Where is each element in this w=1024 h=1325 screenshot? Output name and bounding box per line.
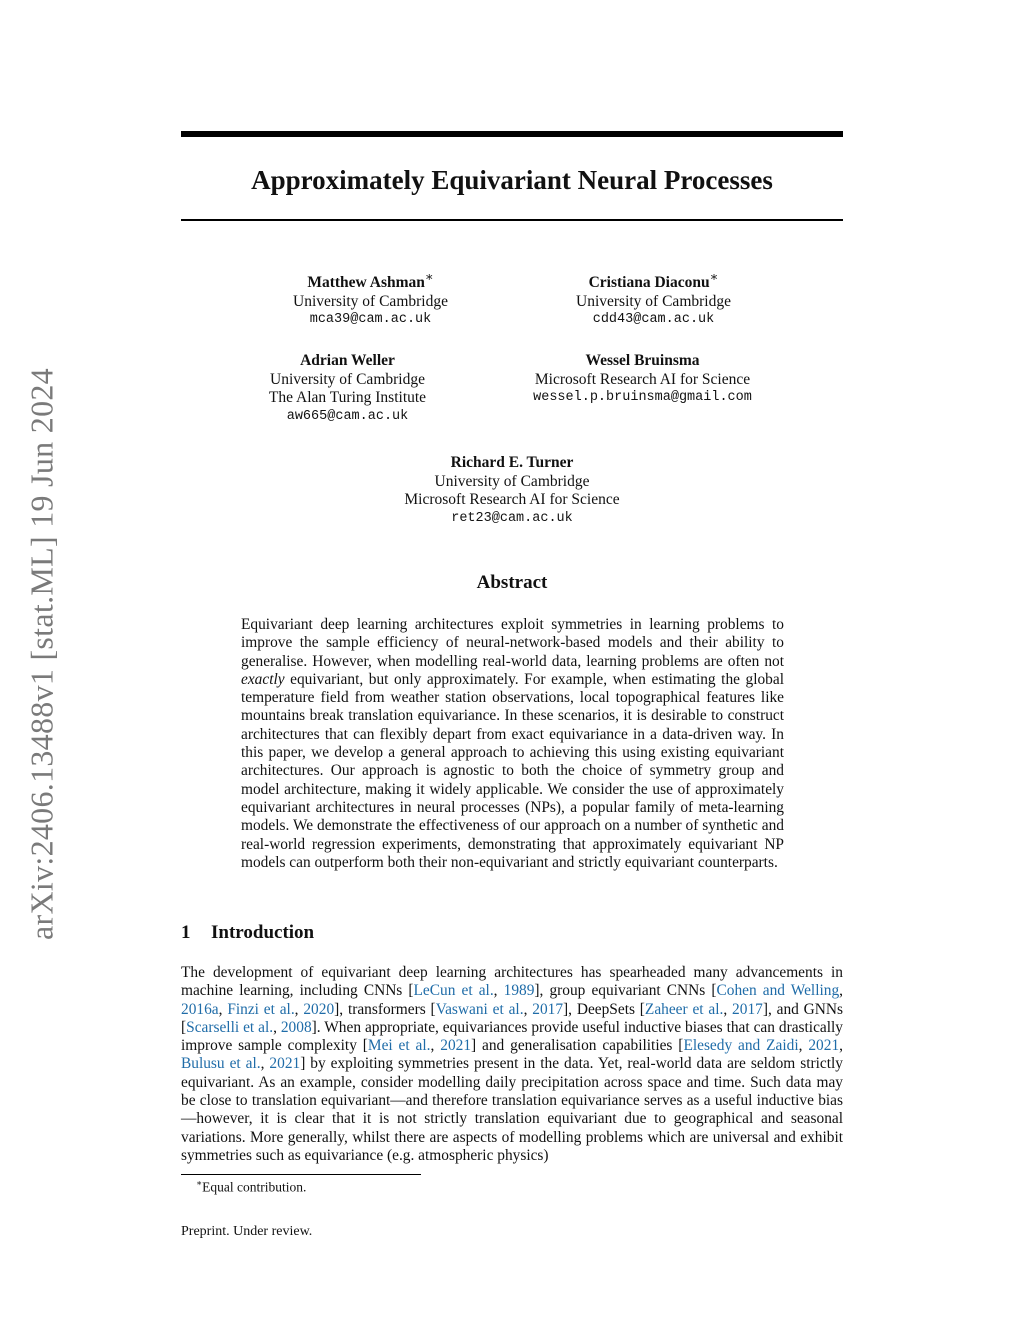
section-title: Introduction [211,922,315,943]
paragraph-text: , [798,1037,809,1055]
title-rule-top [181,131,843,137]
author-affiliation: University of Cambridge [434,472,590,490]
author-email[interactable]: wessel.p.bruinsma@gmail.com [533,390,752,405]
citation-link[interactable]: Mei et al. [367,1037,431,1055]
author-email[interactable]: mca39@cam.ac.uk [309,312,432,328]
citation-link[interactable]: 1989 [503,982,535,1000]
citation-link[interactable]: Finzi et al. [227,1000,295,1018]
author-affiliation: University of Cambridge [293,292,448,310]
title-rule-bottom [181,219,843,221]
citation-link[interactable]: 2020 [303,1000,335,1018]
author-affiliation: Microsoft Research AI for Science [404,491,620,508]
author-name: Richard E. Turner [450,454,574,471]
citation-link[interactable]: Bulusu et al. [181,1055,261,1073]
footnote [196,1178,306,1196]
footnote-rule [181,1174,421,1175]
author-email[interactable]: ret23@cam.ac.uk [451,510,573,526]
paragraph-text: ]. When appropriate, equivariances provide useful inductive biases that can drastically improve sample complexity [ [181,1018,843,1055]
paragraph-text: , [260,1055,270,1073]
paragraph-text: , [839,1037,843,1055]
citation-link[interactable]: Zaheer et al. [644,1000,724,1018]
paragraph-text: ], group equivariant CNNs [ [534,982,717,1000]
citation-link[interactable]: 2021 [440,1037,472,1055]
paragraph-text: ] and generalisation capabilities [ [471,1037,684,1055]
paper-title: Approximately Equivariant Neural Processes [251,165,773,195]
author-affiliation: The Alan Turing Institute [268,389,427,406]
author-block [205,352,490,426]
abstract-heading: Abstract [476,572,548,593]
abstract-emphasis: exactly [241,670,285,688]
author-name: Wessel Bruinsma [585,352,700,369]
paragraph-text: , [273,1018,281,1036]
paragraph-text: , [430,1037,441,1055]
paragraph-text: , [218,1000,228,1018]
footnote-text: Equal contribution. [202,1179,307,1195]
author-affiliation: University of Cambridge [270,370,425,388]
abstract-text: Equivariant deep learning architectures exploit symmetries in learning problems to improve the sample efficiency of neural-network-based models and their ability to generalise. However, when modelling real-world data, learning problems are often not exactly equivariant, but only approximately. For example, when estimating the global temperature field from weather station observations, local topographical features like mountains break translation equivariance. In these scenarios, it is desirable to construct architectures that can flexibly depart from exact equivariance in a data-driven way. In this paper, we develop a general approach to achieving this using existing equivariant architectures. Our approach is agnostic to both the choice of symmetry group and model architecture, making it widely applicable. We consider the use of approximately equivariant architectures in neural processes (NPs), a popular family of meta-learning models. We demonstrate the effectiveness of our approach on a number of synthetic and real-world regression experiments, demonstrating that approximately equivariant NP models can outperform both their non-equivariant and strictly equivariant counterparts. [241,616,784,871]
citation-link[interactable]: 2008 [280,1018,312,1036]
paragraph-text: , [839,982,844,1000]
paragraph-text: , [294,1000,304,1018]
author-block [500,352,785,408]
citation-link[interactable]: Vaswani et al. [435,1000,524,1018]
intro-paragraph [181,964,843,1165]
paragraph-text: ], DeepSets [ [563,1000,645,1018]
paragraph-text: ], and GNNs [ [181,1000,844,1036]
author-email[interactable]: cdd43@cam.ac.uk [592,312,715,328]
author-affiliation: Microsoft Research AI for Science [534,370,751,388]
author-block [228,268,513,330]
author-email[interactable]: aw665@cam.ac.uk [286,408,409,424]
citation-link[interactable]: 2021 [269,1055,301,1073]
preprint-notice: Preprint. Under review. [181,1224,313,1239]
citation-link[interactable]: Scarselli et al. [186,1018,274,1036]
citation-link[interactable]: 2016a [181,1000,219,1018]
paragraph-text: ], transformers [ [334,1000,436,1018]
author-affiliation: University of Cambridge [576,292,731,310]
paragraph-text: , [523,1000,533,1018]
citation-link[interactable]: Cohen and Welling [716,982,840,1000]
citation-link[interactable]: 2017 [532,1000,564,1018]
paragraph-text: The development of equivariant deep learning architectures has spearheaded many advancements in machine learning, including CNNs [ [181,964,843,1000]
citation-link[interactable]: Elesedy and Zaidi [683,1037,799,1055]
author-name: Adrian Weller [300,352,395,369]
author-block [511,268,796,330]
citation-link[interactable]: 2021 [808,1037,840,1055]
arxiv-identifier: arXiv:2406.13488v1 [stat.ML] 19 Jun 2024 [23,368,60,940]
section-heading [181,922,314,944]
author-block [362,454,662,528]
paragraph-text: ] by exploiting symmetries present in the data. Yet, real-world data are seldom strictly equivariant. As an example, consider modelling daily precipitation across space and time. Such data may be close to translation equivariant—and therefore translation equivariance serves as a useful inductive bias—however, it is clear that it is not strictly translation equivariant due to geographical and seasonal variations. More generally, whilst there are aspects of modelling problems which are universal and exhibit symmetries such as equivariance (e.g. atmospheric physics) [181,1055,843,1164]
citation-link[interactable]: 2017 [732,1000,763,1018]
section-number: 1 [181,922,191,943]
author-name: Cristiana Diaconu∗ [588,269,719,292]
paragraph-text: , [493,982,504,1000]
citation-link[interactable]: LeCun et al. [413,982,494,1000]
footnote-mark: ∗ [196,1178,203,1188]
author-name: Matthew Ashman∗ [307,269,434,292]
paragraph-text: , [723,1000,733,1018]
